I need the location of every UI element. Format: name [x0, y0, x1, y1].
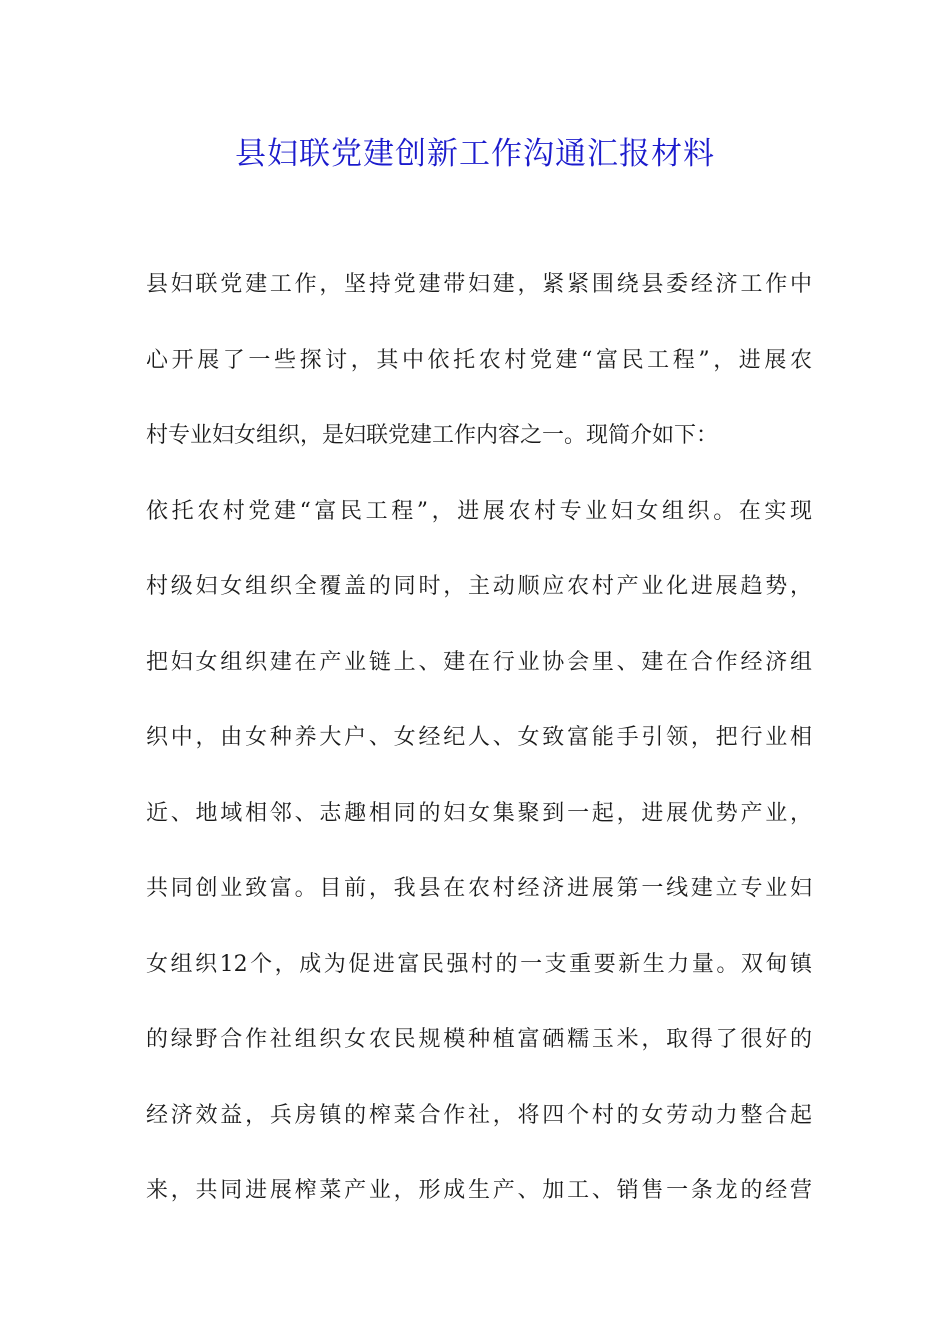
body-line-10: 女组织12个，成为促进富民强村的一支重要新生力量。双甸镇 [146, 951, 812, 977]
body-line-5: 村级妇女组织全覆盖的同时，主动顺应农村产业化进展趋势， [146, 574, 812, 599]
body-line-6: 把妇女组织建在产业链上、建在行业协会里、建在合作经济组 [146, 649, 812, 675]
body-line-8: 近、地域相邻、志趣相同的妇女集聚到一起，进展优势产业， [146, 800, 812, 826]
body-line-11: 的绿野合作社组织女农民规模种植富硒糯玉米，取得了很好的 [146, 1027, 812, 1052]
body-line-12: 经济效益，兵房镇的榨菜合作社，将四个村的女劳动力整合起 [146, 1102, 812, 1128]
body-line-1: 县妇联党建工作，坚持党建带妇建，紧紧围绕县委经济工作中 [146, 272, 812, 297]
document-body [146, 262, 812, 1244]
body-line-2: 心开展了一些探讨，其中依托农村党建“富民工程”，进展农 [146, 347, 812, 373]
body-line-13: 来，共同进展榨菜产业，形成生产、加工、销售一条龙的经营 [146, 1178, 812, 1203]
body-line-7: 织中，由女种养大户、女经纪人、女致富能手引领，把行业相 [146, 725, 812, 750]
body-line-4: 依托农村党建“富民工程”，进展农村专业妇女组织。在实现 [146, 498, 812, 524]
body-line-3: 村专业妇女组织，是妇联党建工作内容之一。现简介如下： [146, 423, 719, 448]
document-title: 县妇联党建创新工作沟通汇报材料 [235, 136, 715, 172]
body-line-9: 共同创业致富。目前，我县在农村经济进展第一线建立专业妇 [146, 876, 812, 901]
